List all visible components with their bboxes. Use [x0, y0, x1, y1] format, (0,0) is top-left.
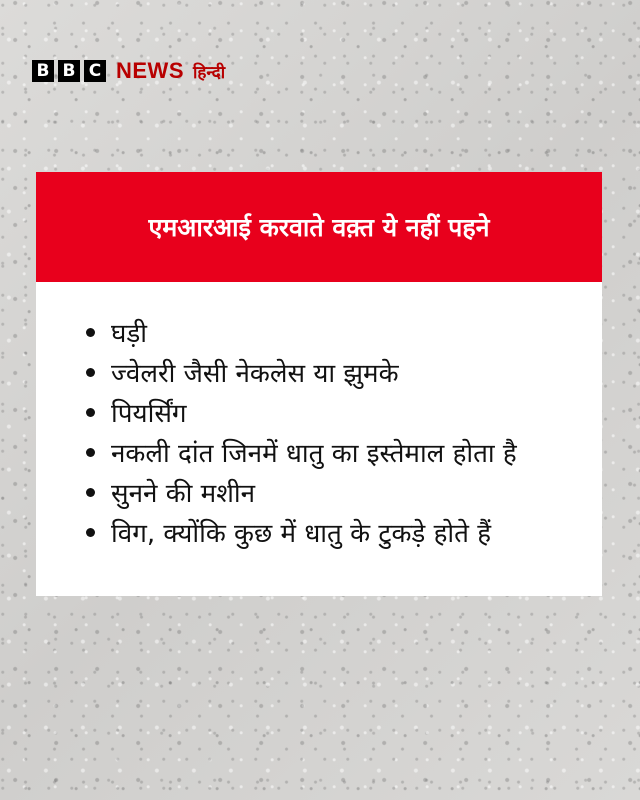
bullet-icon	[86, 408, 95, 417]
card-title: एमआरआई करवाते वक़्त ये नहीं पहने	[148, 213, 490, 242]
bullet-icon	[86, 528, 95, 537]
list-item-text: घड़ी	[111, 319, 148, 349]
bbc-logo-letter-b1: B	[32, 60, 54, 82]
list-item	[86, 472, 602, 512]
bbc-logo-letter-b2: B	[58, 60, 80, 82]
news-wordmark: NEWS	[116, 58, 184, 83]
language-label: हिन्दी	[193, 62, 226, 83]
list-item	[86, 432, 602, 472]
bullet-icon	[86, 368, 95, 377]
list-item	[86, 312, 602, 352]
list-item-text: विग, क्योंकि कुछ में धातु के टुकड़े होते हैं	[111, 519, 492, 549]
info-card	[36, 172, 602, 596]
list-item-text: पियर्सिंग	[111, 399, 187, 429]
bullet-icon	[86, 488, 95, 497]
item-list	[36, 282, 602, 552]
list-item	[86, 392, 602, 432]
bbc-news-hindi-logo	[32, 58, 225, 84]
list-item	[86, 512, 602, 552]
bullet-icon	[86, 328, 95, 337]
list-item-text: नकली दांत जिनमें धातु का इस्तेमाल होता है	[111, 439, 517, 469]
bullet-icon	[86, 448, 95, 457]
list-item	[86, 352, 602, 392]
list-item-text: सुनने की मशीन	[111, 479, 256, 509]
card-header	[36, 172, 602, 282]
bbc-logo-letter-c: C	[84, 60, 106, 82]
list-item-text: ज्वेलरी जैसी नेकलेस या झुमके	[111, 359, 399, 389]
